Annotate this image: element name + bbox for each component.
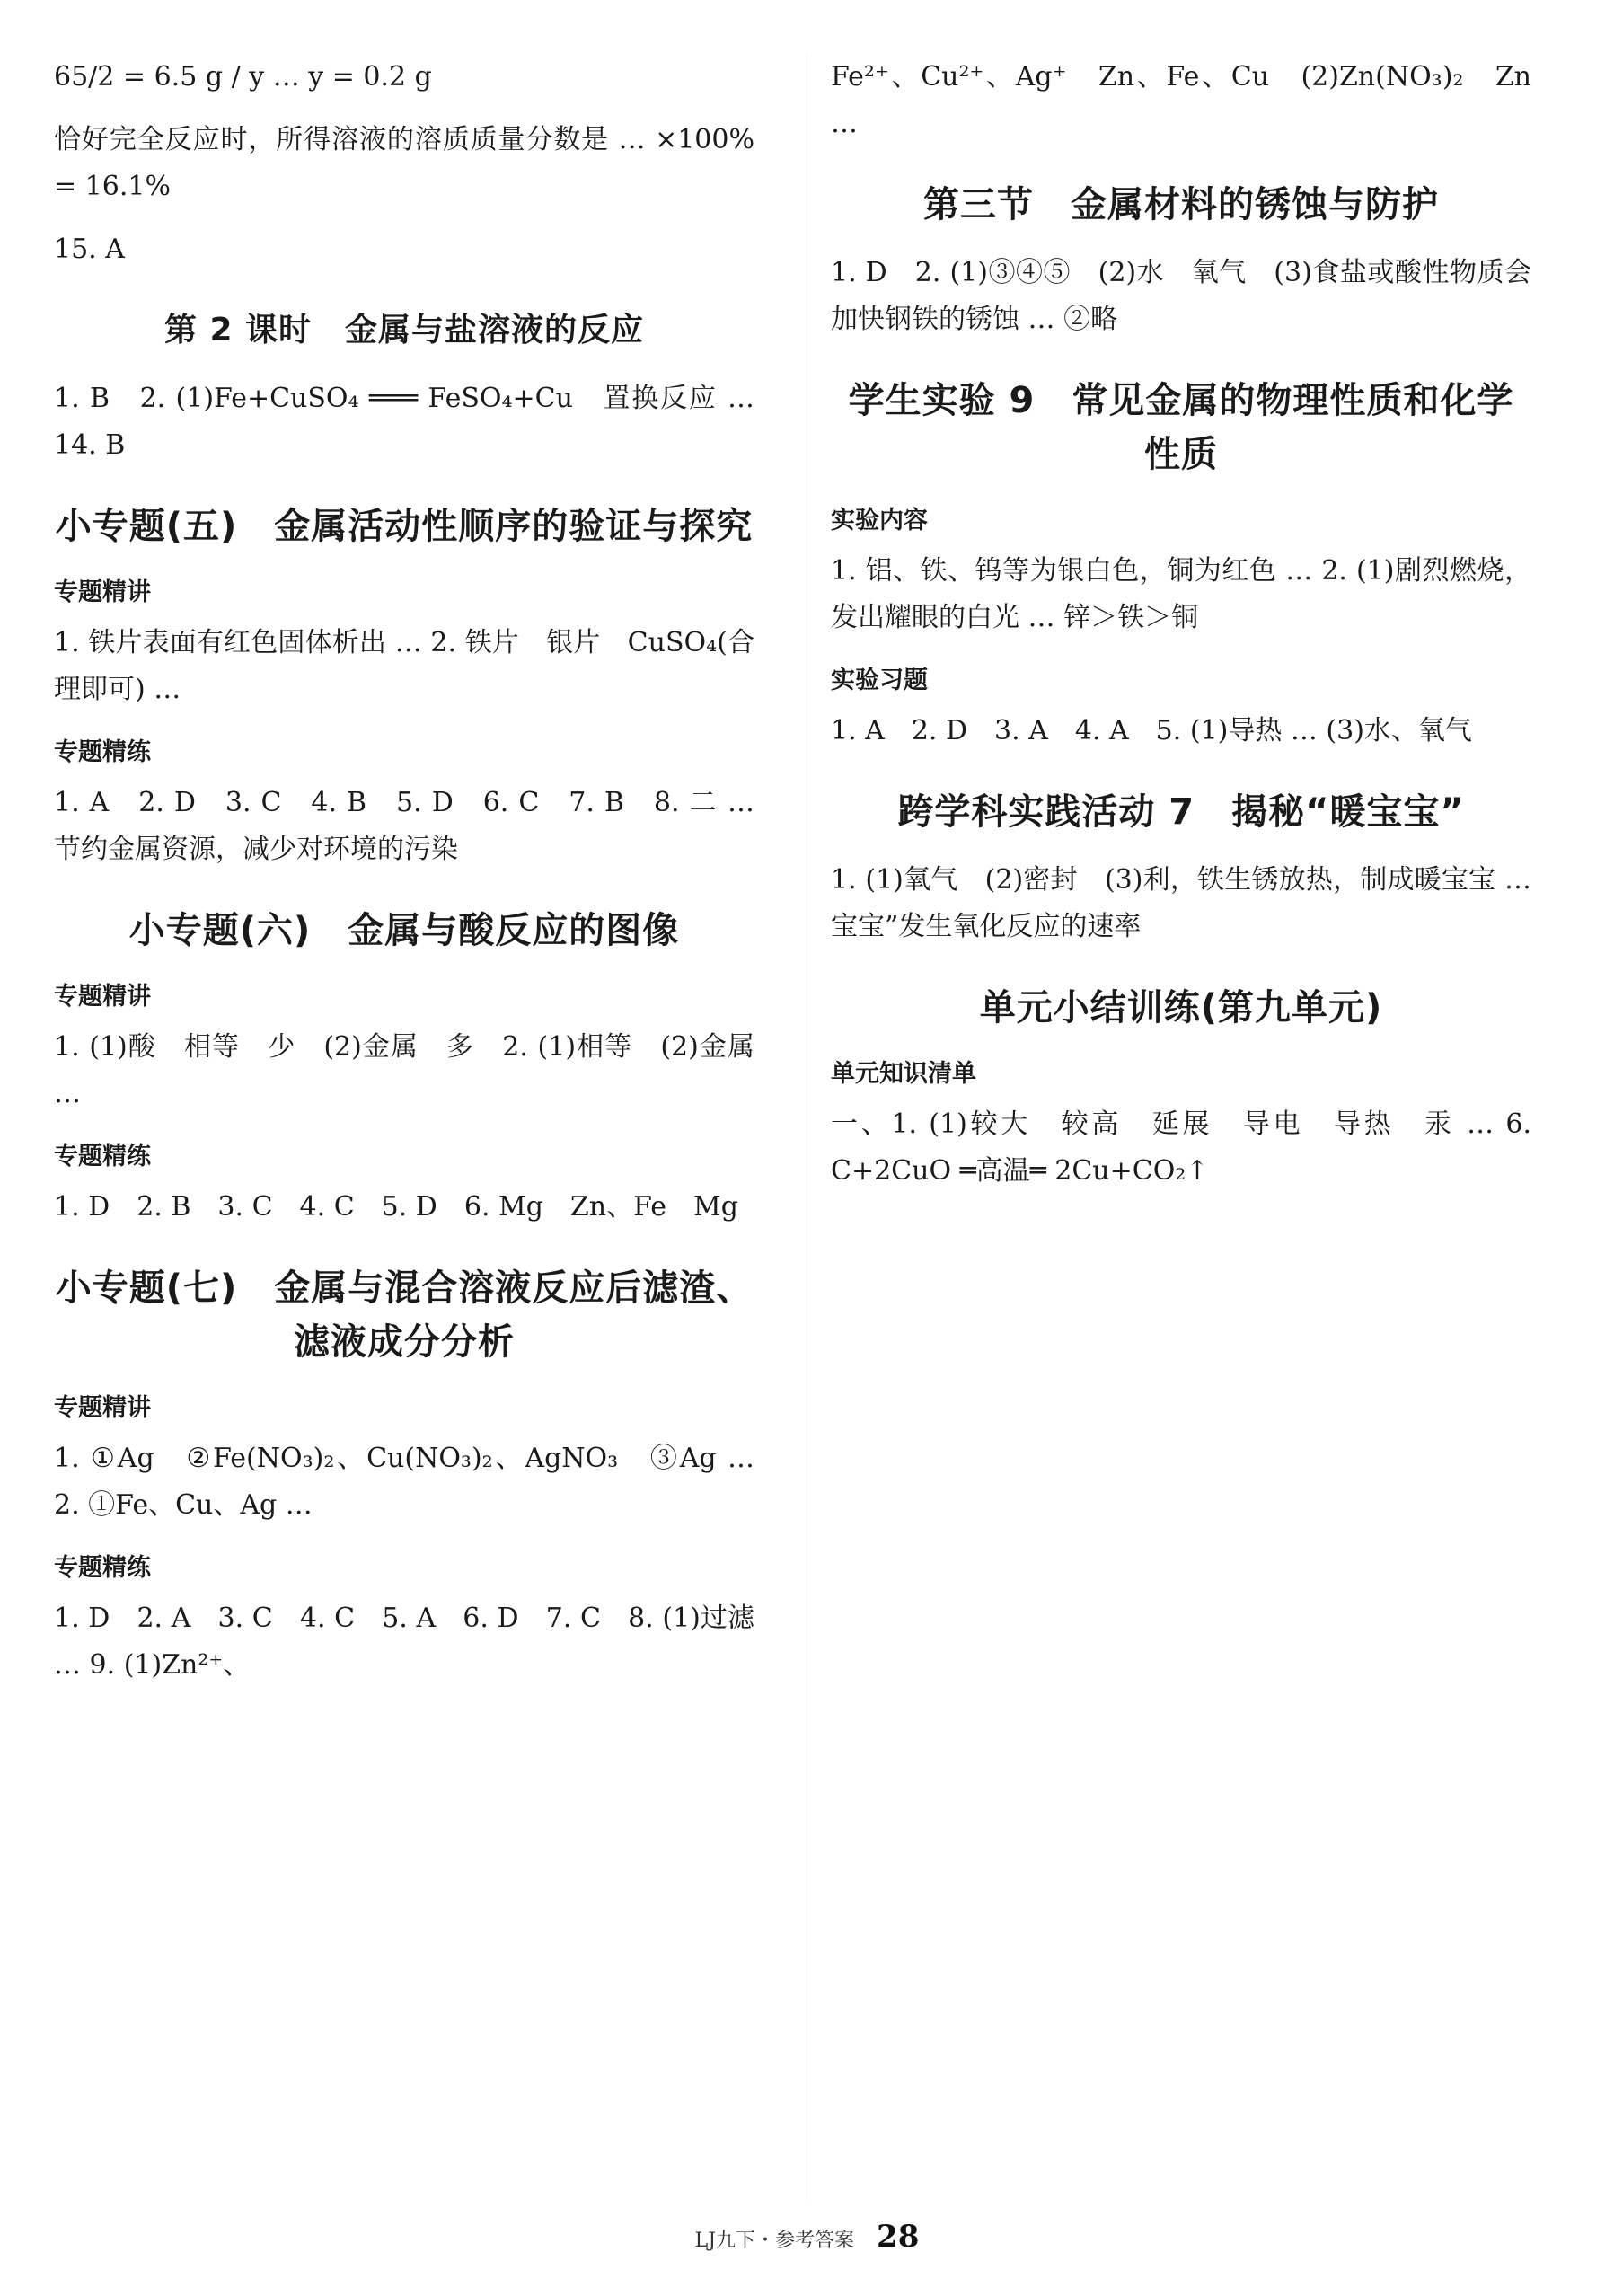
answer-text: 15. A: [54, 234, 125, 265]
page-number: 28: [877, 2219, 920, 2255]
answer-text: 1. A 2. D 3. A 4. A 5. (1)导热 … (3)水、氧气: [831, 715, 1472, 746]
section-heading: 第 2 课时 金属与盐溶液的反应: [163, 312, 645, 349]
sub-heading: 专题精讲: [54, 1394, 151, 1422]
section-heading: 小专题(五) 金属活动性顺序的验证与探究: [55, 506, 754, 547]
section-heading: 第三节 金属材料的锈蚀与防护: [923, 184, 1439, 225]
sub-heading: 专题精练: [54, 1554, 151, 1582]
answer-text: 1. D 2. (1)③④⑤ (2)水 氧气 (3)食盐或酸性物质会加快钢铁的锈蚀 … ②略: [831, 257, 1531, 335]
sub-heading: 单元知识清单: [831, 1060, 976, 1088]
section-heading: 单元小结训练(第九单元): [979, 987, 1383, 1029]
sub-heading: 专题精讲: [54, 578, 151, 606]
left-column: [54, 54, 754, 1705]
section-heading: 跨学科实践活动 7 揭秘“暖宝宝”: [897, 791, 1465, 833]
answer-text: 1. D 2. A 3. C 4. C 5. A 6. D 7. C 8. (1)过滤 … 9. (1)Zn²⁺、: [54, 1603, 754, 1681]
section-heading: 小专题(六) 金属与酸反应的图像: [128, 910, 680, 951]
answer-text: 1. B 2. (1)Fe+CuSO₄ ═══ FeSO₄+Cu 置换反应 … 14. B: [54, 383, 754, 461]
sub-heading: 专题精练: [54, 738, 151, 766]
calc-line: 65/2 = 6.5 g / y … y = 0.2 g: [54, 61, 432, 93]
sub-heading: 专题精讲: [54, 983, 151, 1011]
page-footer: [0, 2219, 1614, 2259]
answer-text: 1. A 2. D 3. C 4. B 5. D 6. C 7. B 8. 二 … 节约金属资源，减少对环境的污染: [54, 787, 754, 865]
answer-text: 一、1. (1)较大 较高 延展 导电 导热 汞 … 6. C+2CuO ═高温═ 2Cu+CO₂↑: [831, 1108, 1531, 1187]
answer-text: 1. ①Ag ②Fe(NO₃)₂、Cu(NO₃)₂、AgNO₃ ③Ag … 2. ①Fe、Cu、Ag …: [54, 1443, 754, 1521]
answer-text: 1. 铁片表面有红色固体析出 … 2. 铁片 银片 CuSO₄(合理即可) …: [54, 627, 754, 705]
answer-text: 1. (1)酸 相等 少 (2)金属 多 2. (1)相等 (2)金属 …: [54, 1031, 754, 1109]
right-column: [831, 54, 1531, 1211]
answer-text: 1. (1)氧气 (2)密封 (3)利，铁生锈放热，制成暖宝宝 … 宝宝”发生氧化反应的速率: [831, 864, 1531, 942]
section-heading: 小专题(七) 金属与混合溶液反应后滤渣、滤液成分分析: [55, 1267, 754, 1363]
sub-heading: 实验内容: [831, 507, 928, 534]
answer-text: 1. D 2. B 3. C 4. C 5. D 6. Mg Zn、Fe Mg: [54, 1191, 738, 1223]
answer-text: 1. 铝、铁、钨等为银白色，铜为红色 … 2. (1)剧烈燃烧，发出耀眼的白光 … 锌＞铁＞铜: [831, 555, 1531, 633]
sub-heading: 专题精练: [54, 1143, 151, 1170]
answer-text: Fe²⁺、Cu²⁺、Ag⁺ Zn、Fe、Cu (2)Zn(NO₃)₂ Zn …: [831, 61, 1531, 139]
sub-heading: 实验习题: [831, 667, 928, 694]
footer-label: LJ九下・参考答案: [694, 2230, 855, 2252]
section-heading: 学生实验 9 常见金属的物理性质和化学性质: [848, 380, 1514, 475]
answer-text: 恰好完全反应时，所得溶液的溶质质量分数是 … ×100% = 16.1%: [54, 124, 754, 202]
